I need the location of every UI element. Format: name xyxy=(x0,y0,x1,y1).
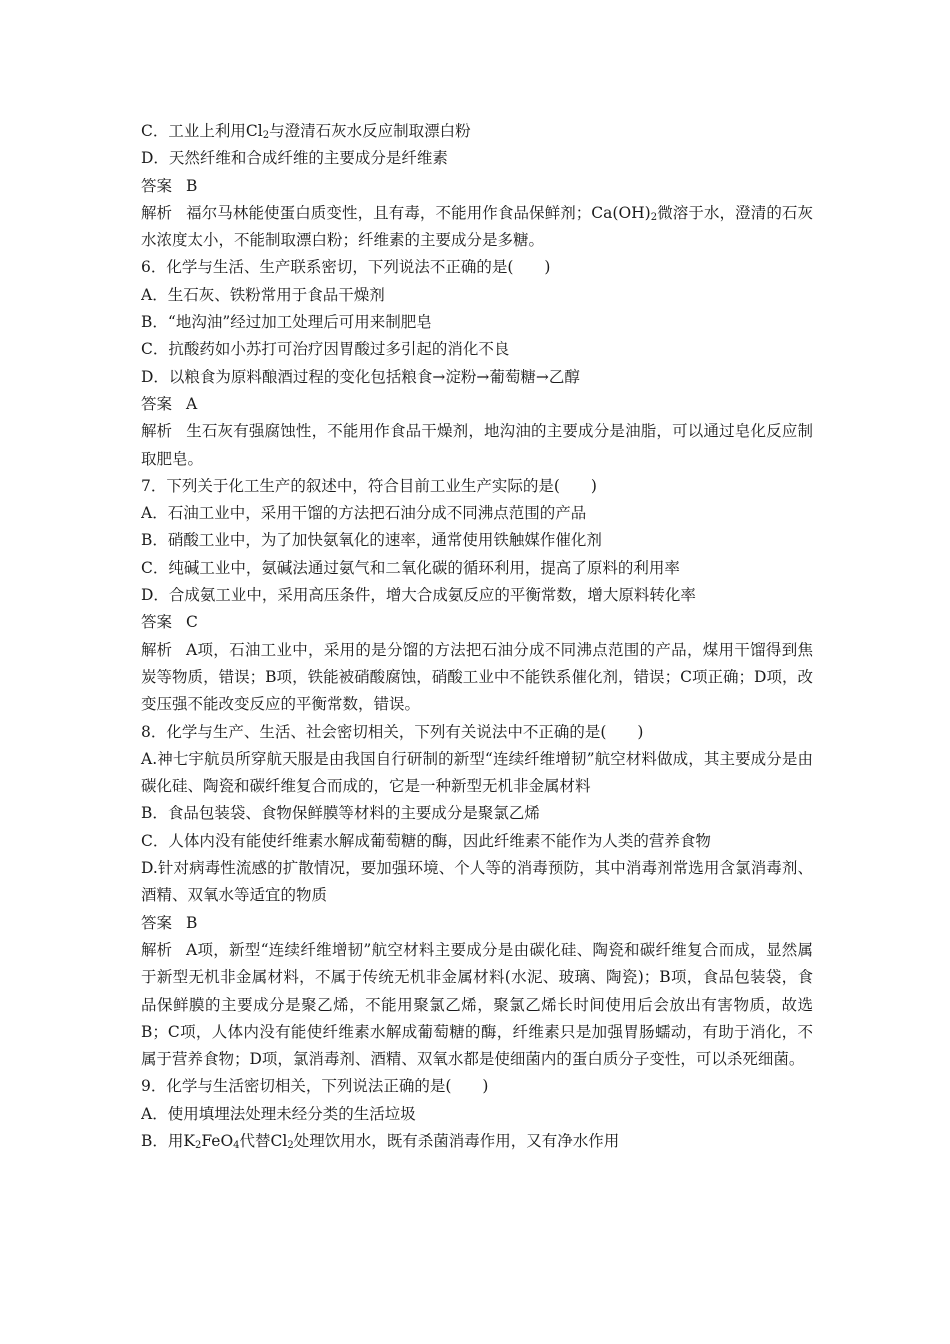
q8-stem: 8．化学与生产、生活、社会密切相关，下列有关说法中不正确的是( ) xyxy=(141,722,644,741)
q7-option-a: A．石油工业中，采用干馏的方法把石油分成不同沸点范围的产品 xyxy=(141,504,587,523)
q6-option-a: A．生石灰、铁粉常用于食品干燥剂 xyxy=(141,285,385,304)
q8-option-a: A.神七宇航员所穿航天服是由我国自行研制的新型“连续纤维增韧”航空材料做成，其主要成分是由碳化硅、陶瓷和碳纤维复合而成的，它是一种新型无机非金属材料 xyxy=(141,749,813,796)
answer-label: 答案 xyxy=(141,176,173,195)
q8-option-c: C．人体内没有能使纤维素水解成葡萄糖的酶，因此纤维素不能作为人类的营养食物 xyxy=(141,831,711,850)
answer-label: 答案 xyxy=(141,613,173,632)
q5-option-c: C．工业上利用$Cl_2$与澄清石灰水反应制取漂白粉 xyxy=(141,122,471,141)
q8-option-d: D.针对病毒性流感的扩散情况，要加强环境、个人等的消毒预防，其中消毒剂常选用含氯消毒剂、酒精、双氧水等适宜的物质 xyxy=(141,859,813,905)
q7-option-c: C．纯碱工业中，氨碱法通过氨气和二氧化碳的循环利用，提高了原料的利用率 xyxy=(141,558,680,577)
answer-value: B xyxy=(186,176,198,195)
answer-value: A xyxy=(186,394,198,413)
document-body xyxy=(141,118,813,1155)
q7-option-d: D．合成氨工业中，采用高压条件，增大合成氨反应的平衡常数，增大原料转化率 xyxy=(141,586,696,605)
q6-analysis: 解析 生石灰有强腐蚀性，不能用作食品干燥剂，地沟油的主要成分是油脂，可以通过皂化反应制取肥皂。 xyxy=(141,418,813,473)
analysis-label: 解析 xyxy=(141,940,173,959)
q8-analysis: 解析 A项，新型“连续纤维增韧”航空材料主要成分是由碳化硅、陶瓷和碳纤维复合而成，显然属于新型无机非金属材料，不属于传统无机非金属材料(水泥、玻璃、陶瓷)；B项，食品包装袋，食品保鲜膜的主要成分是聚乙烯，不能用聚氯乙烯，聚氯乙烯长时间使用后会放出有害物质，故选B；C项，人体内没有能使纤维素水解成葡萄糖的酶，纤维素只是加强胃肠蠕动，有助于消化，不属于营养食物；D项，氯消毒剂、酒精、双氧水都是使细菌内的蛋白质分子变性，可以杀死细菌。 xyxy=(141,937,813,1073)
q7-analysis: 解析 A项，石油工业中，采用的是分馏的方法把石油分成不同沸点范围的产品，煤用干馏得到焦炭等物质，错误；B项，铁能被硝酸腐蚀，硝酸工业中不能铁系催化剂，错误；C项正确；D项，改变压强不能改变反应的平衡常数，错误。 xyxy=(141,637,813,719)
q5-option-d: D．天然纤维和合成纤维的主要成分是纤维素 xyxy=(141,149,448,168)
q5-analysis: 解析 福尔马林能使蛋白质变性，且有毒，不能用作食品保鲜剂；$Ca(OH)_2$微溶于水，澄清的石灰水浓度太小，不能制取漂白粉；纤维素的主要成分是多糖。 xyxy=(141,200,813,255)
q9-stem: 9．化学与生活密切相关，下列说法正确的是( ) xyxy=(141,1077,489,1096)
q9-option-b: B．用$K_2FeO_4$代替$Cl_2$处理饮用水，既有杀菌消毒作用，又有净水作用 xyxy=(141,1131,620,1151)
answer-label: 答案 xyxy=(141,394,173,413)
q7-stem: 7．下列关于化工生产的叙述中，符合目前工业生产实际的是( ) xyxy=(141,476,597,495)
q6-stem: 6．化学与生活、生产联系密切，下列说法不正确的是( ) xyxy=(141,258,551,277)
analysis-label: 解析 xyxy=(141,203,173,222)
q7-option-b: B．硝酸工业中，为了加快氨氧化的速率，通常使用铁触媒作催化剂 xyxy=(141,531,602,550)
q5-answer xyxy=(141,173,813,200)
answer-value: B xyxy=(186,913,198,932)
analysis-label: 解析 xyxy=(141,640,173,659)
q6-option-c: C．抗酸药如小苏打可治疗因胃酸过多引起的消化不良 xyxy=(141,340,510,359)
answer-value: C xyxy=(186,613,198,632)
q6-option-b: B．“地沟油”经过加工处理后可用来制肥皂 xyxy=(141,313,432,332)
q9-option-a: A．使用填埋法处理未经分类的生活垃圾 xyxy=(141,1104,416,1123)
q6-option-d: D．以粮食为原料酿酒过程的变化包括粮食→淀粉→葡萄糖→乙醇 xyxy=(141,367,580,386)
q7-answer xyxy=(141,609,813,636)
q6-answer xyxy=(141,391,813,418)
analysis-label: 解析 xyxy=(141,422,173,441)
q8-answer xyxy=(141,910,813,937)
answer-label: 答案 xyxy=(141,913,173,932)
q8-option-b: B．食品包装袋、食物保鲜膜等材料的主要成分是聚氯乙烯 xyxy=(141,804,540,823)
